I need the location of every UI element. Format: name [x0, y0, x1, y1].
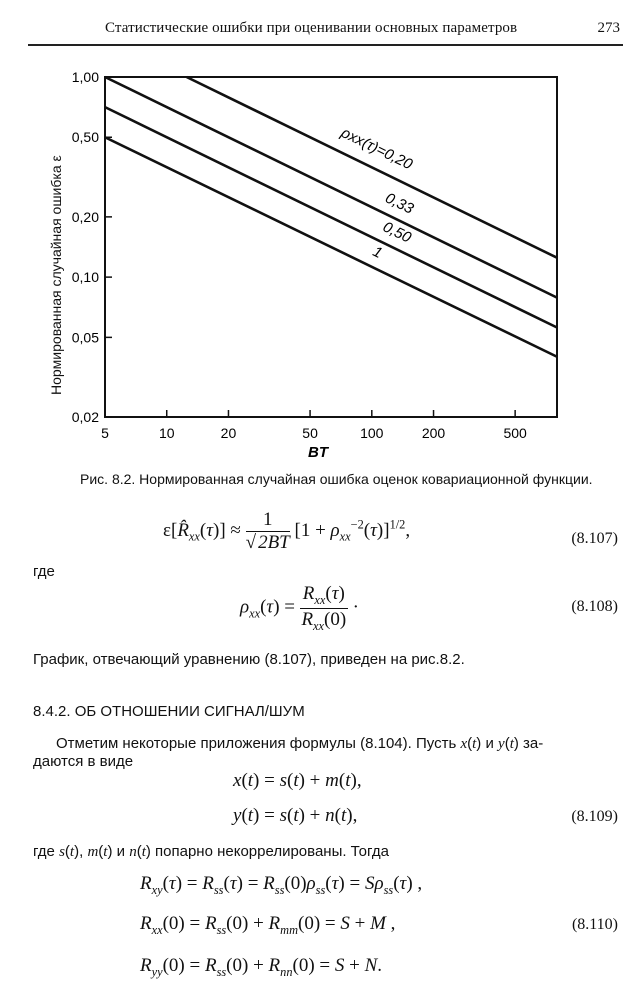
curve-label: 0,33: [382, 189, 417, 218]
equation-number-8-108: (8.108): [571, 598, 618, 615]
y-axis-label: Нормированная случайная ошибка ε: [48, 155, 64, 395]
header-rule: [28, 44, 623, 46]
y-tick-label: 0,02: [71, 409, 99, 425]
equation-number-8-109: (8.109): [571, 808, 618, 825]
x-axis-label: BT: [308, 444, 328, 461]
series-line: [105, 77, 557, 298]
x-tick-label: 10: [158, 425, 175, 441]
y-tick-label: 0,20: [71, 208, 99, 225]
y-tick-label: 0,50: [71, 129, 99, 146]
curve-label: ρxx(τ)=0,20: [338, 124, 416, 174]
error-chart: [0, 60, 632, 470]
curve-label: 0,50: [380, 218, 414, 247]
graph-reference-text: График, отвечающий уравнению (8.107), приведен на рис.8.2.: [33, 651, 465, 668]
equation-8-107: $\varepsilon[R̂_{xx}(\tau)]$ ≈ $\frac{1}{√ 2BT}$ $[1 + \rho_{xx}^{-2}(\tau)]^{1/2}$,: [163, 509, 411, 553]
equation-8-109-line-2: y(t) = s(t) + n(t),: [233, 805, 358, 826]
running-head-title: Статистические ошибки при оценивании основных параметров: [105, 20, 518, 36]
fraction-1-over-sqrt-2BT: $\frac{1}{√ 2BT}$: [245, 509, 290, 553]
equation-8-110-line-1: $R_{xy}(\tau) = R_{ss}(\tau) = R_{ss}(0)\rho_{ss}(\tau) = S\rho_{ss}(\tau)$ ,: [140, 873, 423, 897]
y-tick-label: 1,00: [71, 69, 99, 85]
page-number: 273: [597, 20, 620, 36]
x-tick-label: 20: [220, 425, 237, 441]
x-tick-label: 200: [421, 425, 446, 441]
series-line: [105, 137, 557, 357]
figure-caption: Рис. 8.2. Нормированная случайная ошибка оценок ковариационной функции.: [80, 471, 593, 487]
curve-label: 1: [370, 243, 385, 263]
equation-8-110-line-2: $R_{xx}(0) = R_{ss}(0) + R_{mm}(0) = S + M$ ,: [140, 913, 396, 937]
x-tick-label: 100: [360, 425, 384, 441]
equation-8-108: $\rho_{xx}(\tau)$ = $\frac{R_{xx}(\tau)}{R_{xx}(0)}$ ·: [240, 583, 359, 633]
x-tick-label: 50: [302, 425, 318, 441]
x-tick-label: 500: [503, 425, 527, 441]
y-tick-label: 0,05: [71, 329, 99, 346]
section-heading: 8.4.2. ОБ ОТНОШЕНИИ СИГНАЛ/ШУМ: [33, 703, 305, 720]
y-tick-label: 0,10: [71, 269, 99, 286]
equation-8-109-line-1: x(t) = s(t) + m(t),: [233, 770, 362, 791]
x-tick-label: 5: [101, 425, 109, 441]
series-line: [187, 77, 557, 258]
equation-number-8-107: (8.107): [571, 530, 618, 547]
paragraph-1-line-2: даются в виде: [33, 753, 134, 770]
paragraph-1-line-1: Отметим некоторые приложения формулы (8.104). Пусть x(t) и y(t) за-: [56, 735, 544, 752]
where-word-1: где: [33, 563, 55, 580]
fraction-Rxx-ratio: $\frac{R_{xx}(\tau)}{R_{xx}(0)}$: [301, 583, 347, 633]
paragraph-2: где s(t), m(t) и n(t) попарно некоррелированы. Тогда: [33, 843, 389, 860]
equation-8-110-line-3: $R_{yy}(0) = R_{ss}(0) + R_{nn}(0) = S + N$.: [140, 955, 383, 979]
equation-number-8-110: (8.110): [571, 916, 618, 933]
series-line: [105, 107, 557, 327]
